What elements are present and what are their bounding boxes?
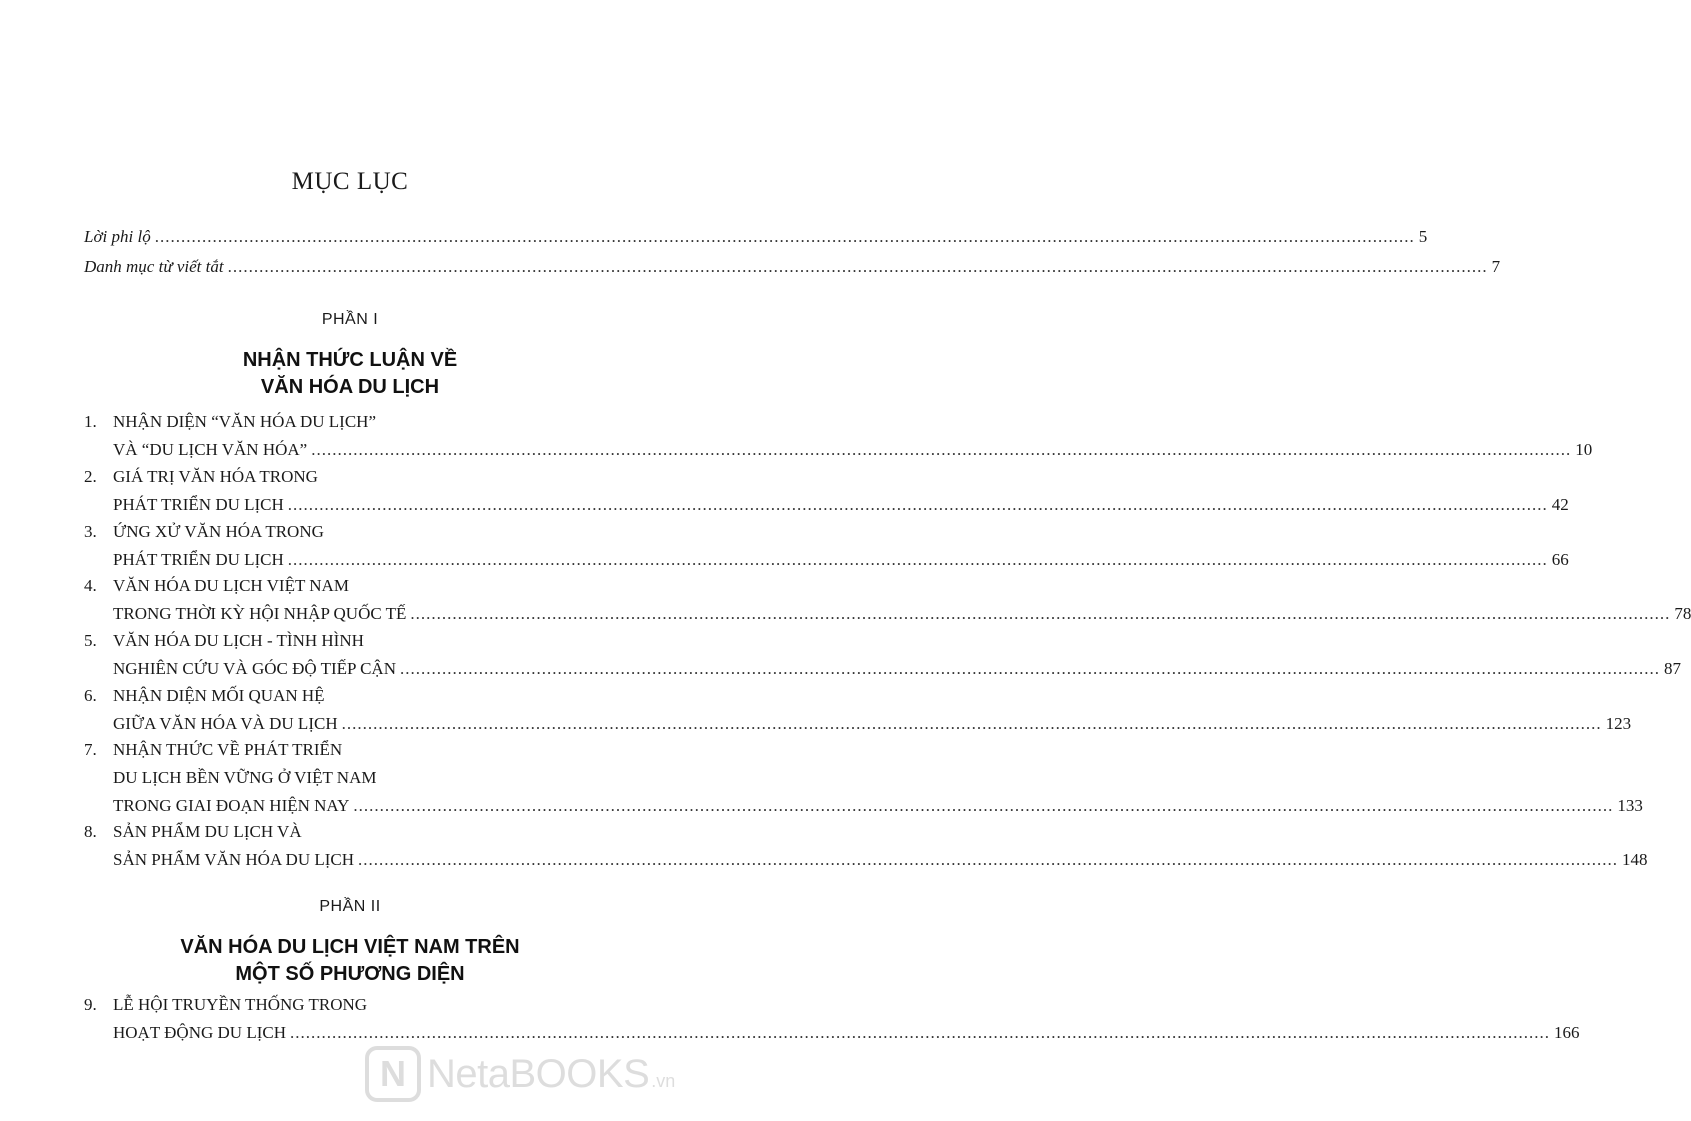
entry-number: 6.	[84, 686, 97, 705]
netabooks-watermark	[365, 1044, 695, 1104]
toc-entry-1	[84, 408, 1593, 464]
entry-number: 8.	[84, 822, 97, 841]
dot-leader: ................................................................................................................................................................................................................................................	[311, 440, 1572, 459]
toc-entry-2	[84, 463, 1569, 519]
toc-entry-foreword	[84, 223, 1428, 251]
toc-entry-3	[84, 518, 1569, 574]
part-title-line: VĂN HÓA DU LỊCH VIỆT NAM TRÊN	[180, 936, 520, 958]
watermark-tld: .vn	[651, 1070, 676, 1091]
dot-leader: ................................................................................................................................................................................................................................................	[287, 495, 1548, 514]
entry-text: NGHIÊN CỨU VÀ GÓC ĐỘ TIẾP CẬN	[113, 659, 396, 678]
entry-page: 78	[1674, 604, 1691, 623]
entry-text: PHÁT TRIỂN DU LỊCH	[113, 550, 284, 569]
entry-text: PHÁT TRIỂN DU LỊCH	[113, 495, 284, 514]
entry-text: Danh mục từ viết tắt	[84, 257, 224, 276]
entry-page: 10	[1575, 440, 1593, 459]
entry-text: GIÁ TRỊ VĂN HÓA TRONG	[113, 467, 318, 486]
dot-leader: ................................................................................................................................................................................................................................................	[154, 227, 1415, 246]
dot-leader: ................................................................................................................................................................................................................................................	[400, 659, 1660, 678]
entry-page: 7	[1491, 257, 1501, 276]
part-title-line: VĂN HÓA DU LỊCH	[260, 376, 440, 398]
entry-number: 7.	[84, 740, 97, 759]
entry-number: 9.	[84, 995, 97, 1014]
entry-text: NHẬN DIỆN MỐI QUAN HỆ	[113, 686, 325, 705]
entry-text: VĂN HÓA DU LỊCH - TÌNH HÌNH	[113, 631, 364, 650]
entry-page: 123	[1605, 714, 1632, 733]
part-title	[0, 934, 700, 988]
toc-entry-4	[84, 572, 1691, 628]
entry-text: TRONG THỜI KỲ HỘI NHẬP QUỐC TẾ	[113, 604, 407, 623]
entry-text: NHẬN DIỆN “VĂN HÓA DU LỊCH”	[113, 412, 376, 431]
entry-page: 87	[1664, 659, 1681, 678]
entry-text: VĂN HÓA DU LỊCH VIỆT NAM	[113, 576, 349, 595]
entry-text: SẢN PHẨM DU LỊCH VÀ	[113, 822, 302, 841]
entry-number: 4.	[84, 576, 97, 595]
part-title-line: MỘT SỐ PHƯƠNG DIỆN	[235, 963, 465, 985]
dot-leader: ................................................................................................................................................................................................................................................	[358, 850, 1619, 869]
entry-page: 42	[1551, 495, 1569, 514]
dot-leader: ................................................................................................................................................................................................................................................	[353, 796, 1614, 815]
toc-title: MỤC LỤC	[291, 168, 409, 195]
entry-text: VÀ “DU LỊCH VĂN HÓA”	[113, 440, 308, 459]
entry-text: Lời phi lộ	[84, 227, 151, 246]
dot-leader: ................................................................................................................................................................................................................................................	[227, 257, 1488, 276]
entry-text: NHẬN THỨC VỀ PHÁT TRIỂN	[113, 740, 343, 759]
entry-number: 2.	[84, 467, 97, 486]
entry-text: GIỮA VĂN HÓA VÀ DU LỊCH	[113, 714, 338, 733]
entry-page: 148	[1622, 850, 1648, 869]
part-title-line: NHẬN THỨC LUẬN VỀ	[242, 349, 458, 371]
entry-page: 133	[1617, 796, 1643, 815]
entry-number: 1.	[84, 412, 97, 431]
dot-leader: ................................................................................................................................................................................................................................................	[341, 714, 1602, 733]
entry-text: LỄ HỘI TRUYỀN THỐNG TRONG	[113, 995, 368, 1014]
entry-text: ỨNG XỬ VĂN HÓA TRONG	[113, 522, 324, 541]
watermark-brand: NetaBOOKS	[427, 1051, 650, 1096]
dot-leader: ................................................................................................................................................................................................................................................	[289, 1023, 1550, 1042]
entry-text: DU LỊCH BỀN VỮNG Ở VIỆT NAM	[113, 768, 377, 787]
dot-leader: ................................................................................................................................................................................................................................................	[410, 604, 1671, 623]
toc-entry-8	[84, 818, 1648, 874]
toc-entry-6	[84, 682, 1632, 738]
toc-entry-7	[84, 736, 1643, 820]
dot-leader: ................................................................................................................................................................................................................................................	[287, 550, 1548, 569]
entry-number: 3.	[84, 522, 97, 541]
entry-text: SẢN PHẨM VĂN HÓA DU LỊCH	[113, 850, 355, 869]
entry-text: HOẠT ĐỘNG DU LỊCH	[113, 1023, 286, 1042]
toc-entry-abbreviations	[84, 253, 1501, 281]
toc-entry-9	[84, 991, 1580, 1047]
netabooks-logo-icon: N	[365, 1046, 421, 1102]
entry-text: TRONG GIAI ĐOẠN HIỆN NAY	[113, 796, 350, 815]
part-label: PHẦN I	[321, 311, 379, 328]
part-label: PHẦN II	[319, 898, 381, 915]
entry-page: 5	[1418, 227, 1428, 246]
toc-entry-5	[84, 627, 1681, 683]
entry-number: 5.	[84, 631, 97, 650]
entry-page: 66	[1551, 550, 1569, 569]
entry-page: 166	[1553, 1023, 1580, 1042]
part-title	[0, 347, 700, 401]
